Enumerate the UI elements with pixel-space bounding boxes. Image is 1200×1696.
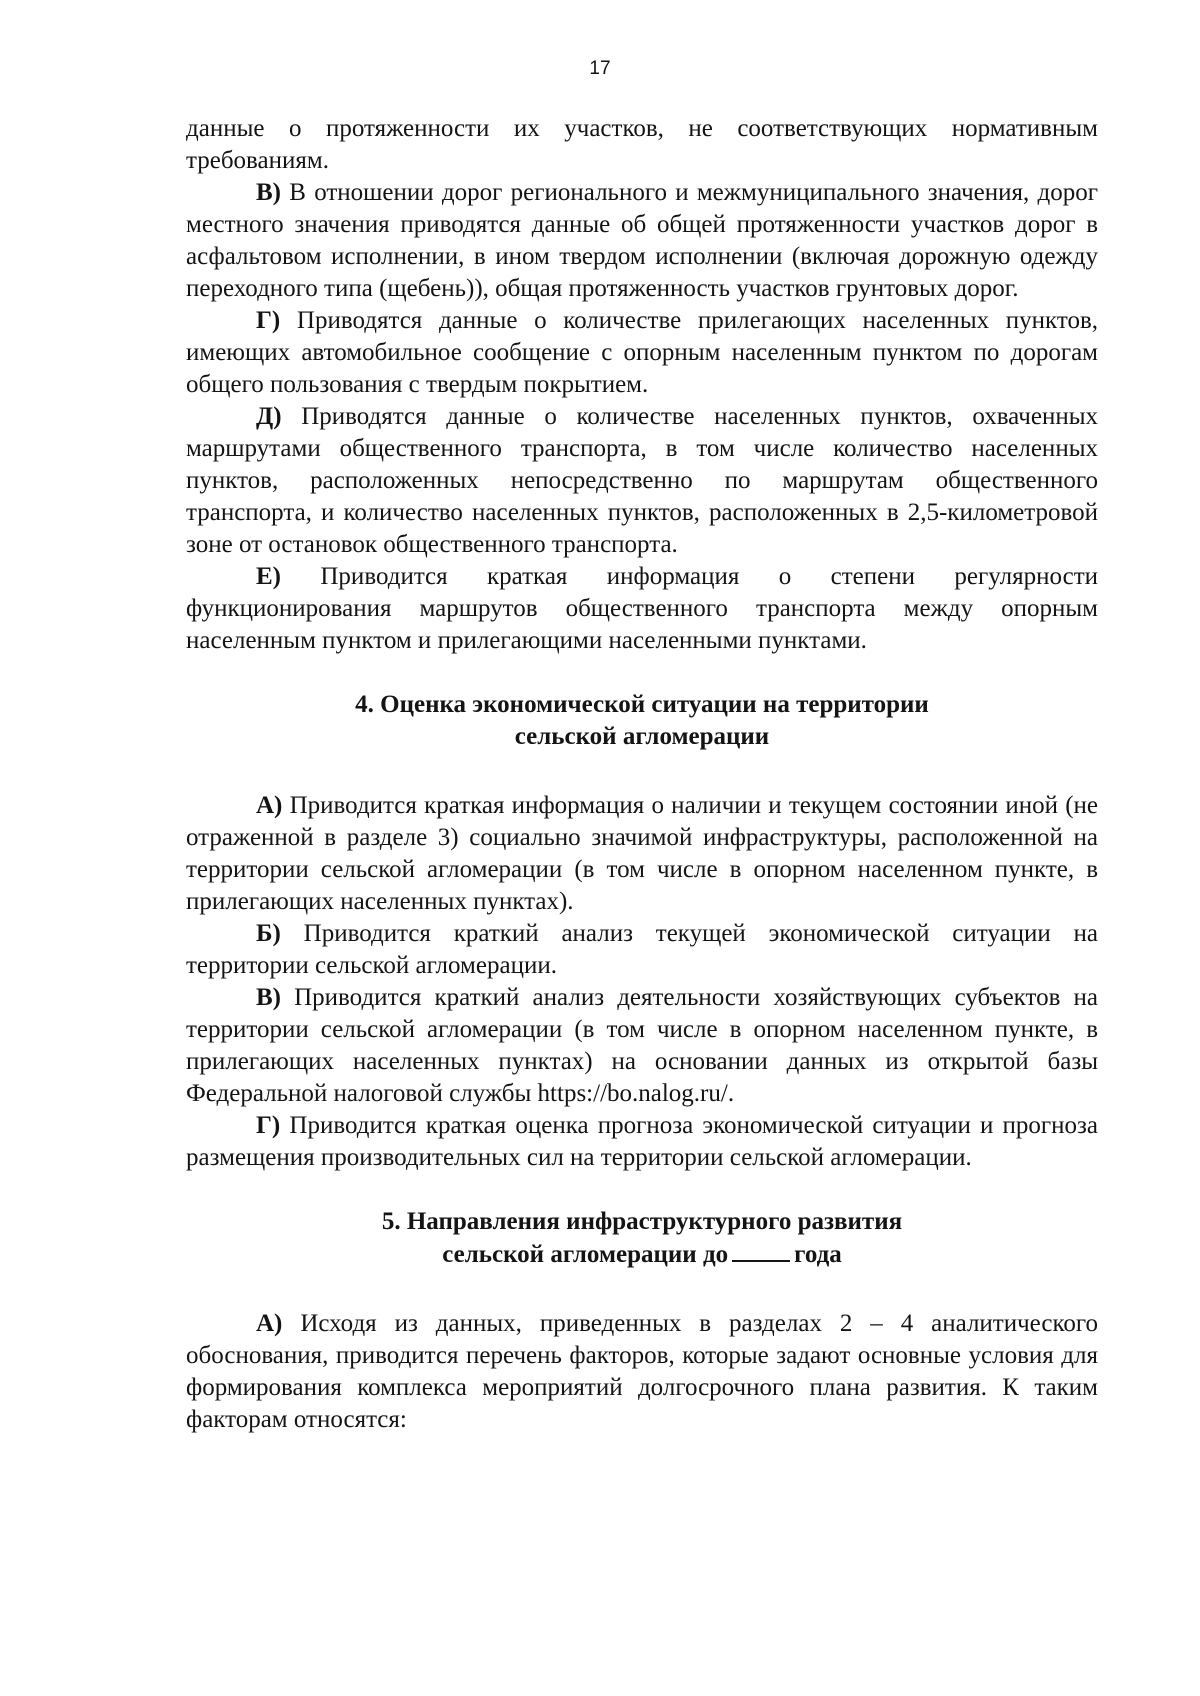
item-marker: А) [256, 1310, 283, 1337]
year-blank-line [732, 1238, 790, 1262]
paragraph-text: Приводится краткая оценка прогноза экономической ситуации и прогноза размещения производительных сил на территории сельской агломерации. [186, 1112, 1098, 1171]
paragraph-text: Приводится краткий анализ деятельности хозяйствующих субъектов на территории сельской агломерации (в том числе в опорном населенном пункте, в прилегающих населенных пунктах) на основании данных из открытой базы Федеральной налоговой службы https://bo.nalog.ru/. [186, 984, 1098, 1107]
section-4-paragraph-b [186, 918, 1098, 982]
section-5-title-after-blank: года [794, 1241, 842, 1268]
document-body [186, 113, 1098, 1436]
section-5-title-line-2 [186, 1238, 1098, 1271]
item-marker: Д) [256, 403, 282, 430]
paragraph-text: Приводится краткая информация о наличии и текущем состоянии иной (не отраженной в разделе 3) социально значимой инфраструктуры, расположенной на территории сельской агломерации (в том числе в опорном населенном пункте, в прилегающих населенных пунктах). [186, 792, 1098, 915]
paragraph-text: Приводятся данные о количестве прилегающих населенных пунктов, имеющих автомобильное сообщение с опорным населенным пунктом по дорогам общего пользования с твердым покрытием. [186, 307, 1098, 398]
paragraph-transport-e [186, 561, 1098, 657]
paragraph-roads-v [186, 177, 1098, 305]
section-5-title-before-blank: сельской агломерации до [442, 1241, 729, 1268]
section-4-paragraph-a [186, 790, 1098, 918]
paragraph-text: Приводится краткий анализ текущей экономической ситуации на территории сельской агломерации. [186, 920, 1098, 979]
page-number: 17 [589, 58, 611, 79]
item-marker: А) [256, 792, 283, 819]
section-4-title-line-2: сельской агломерации [514, 723, 770, 750]
item-marker: Г) [256, 1112, 281, 1139]
item-marker: В) [256, 179, 281, 206]
paragraph-text: В отношении дорог регионального и межмуниципального значения, дорог местного значения приводятся данные об общей протяженности участков дорог в асфальтовом исполнении, в ином твердом исполнении (включая дорожную одежду переходного типа (щебень)), общая протяженность участков грунтовых дорог. [186, 179, 1098, 302]
paragraph-transport-d [186, 401, 1098, 561]
paragraph-text: Исходя из данных, приведенных в разделах 2 – 4 аналитического обоснования, приводится перечень факторов, которые задают основные условия для формирования комплекса мероприятий долгосрочного плана развития. К таким факторам относятся: [186, 1310, 1098, 1433]
section-5-paragraph-a [186, 1308, 1098, 1436]
section-5-title-line-1: 5. Направления инфраструктурного развития [381, 1208, 903, 1235]
section-4-title-line-1: 4. Оценка экономической ситуации на территории [355, 691, 929, 718]
item-marker: Е) [256, 563, 281, 590]
paragraph-continuation: данные о протяженности их участков, не соответствующих нормативным требованиям. [186, 115, 1098, 174]
paragraph-text: Приводится краткая информация о степени регулярности функционирования маршрутов общественного транспорта между опорным населенным пунктом и прилегающими населенными пунктами. [186, 563, 1098, 654]
section-5-heading [186, 1206, 1098, 1271]
section-4-paragraph-v [186, 982, 1098, 1110]
section-4-paragraph-g [186, 1110, 1098, 1174]
section-4-heading [186, 689, 1098, 753]
paragraph-roads-g [186, 305, 1098, 401]
item-marker: Г) [256, 307, 281, 334]
item-marker: В) [256, 984, 281, 1011]
item-marker: Б) [256, 920, 281, 947]
paragraph-text: Приводятся данные о количестве населенных пунктов, охваченных маршрутами общественного транспорта, в том числе количество населенных пунктов, расположенных непосредственно по маршрутам общественного транспорта, и количество населенных пунктов, расположенных в 2,5-километровой зоне от остановок общественного транспорта. [186, 403, 1098, 558]
